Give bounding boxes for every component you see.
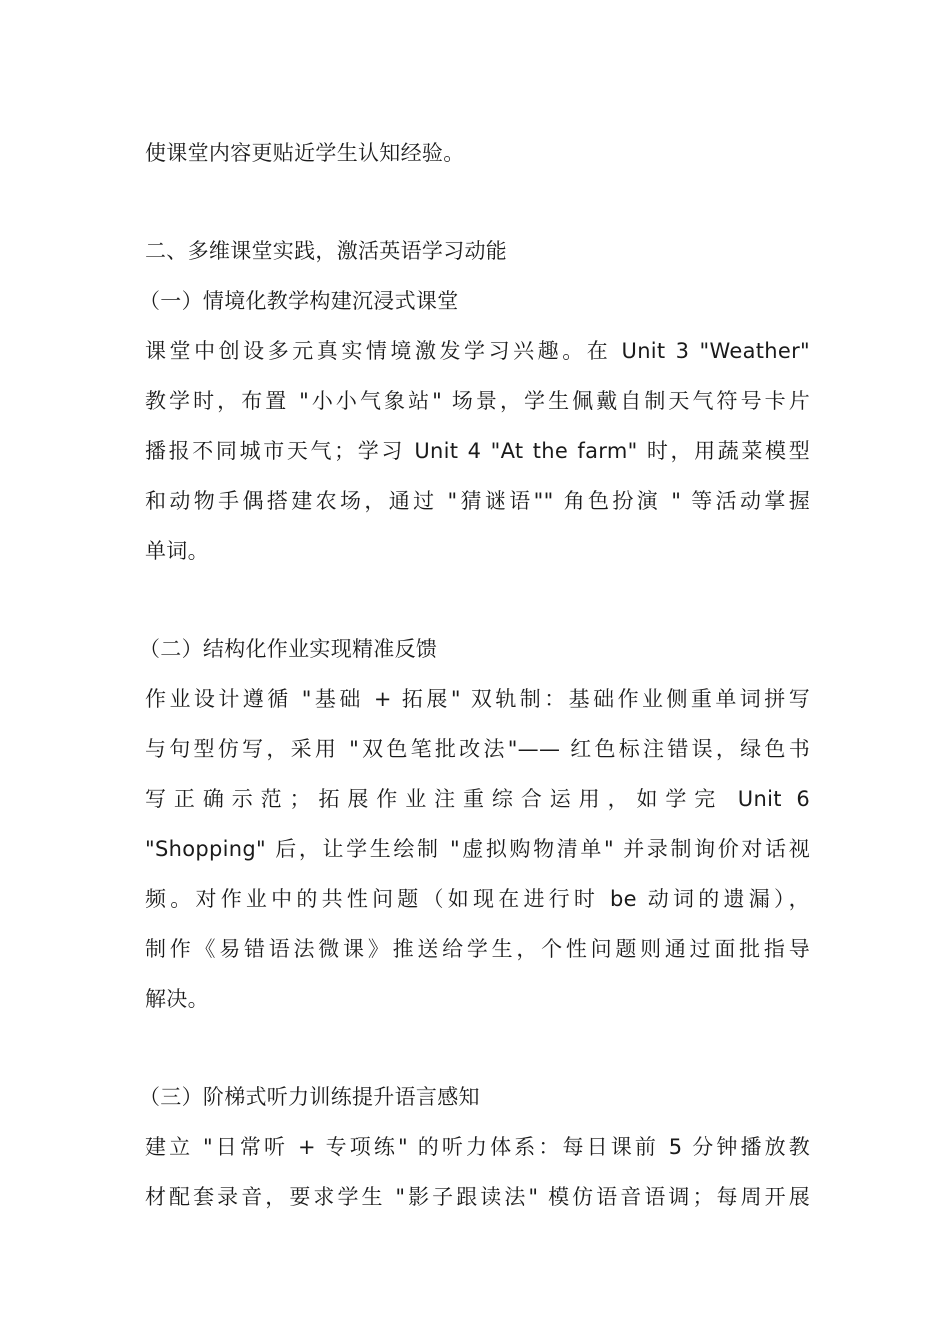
paragraph-spacer xyxy=(145,1024,810,1072)
subsection-heading-1: （一）情境化教学构建沉浸式课堂 xyxy=(139,289,459,313)
paragraph-line: 材配套录音，要求学生 "影子跟读法" 模仿语音语调；每周开展 xyxy=(145,1185,810,1209)
paragraph-line: 作业设计遵循 "基础 + 拓展" 双轨制：基础作业侧重单词拼写 xyxy=(145,687,810,711)
subsection-heading-2: （二）结构化作业实现精准反馈 xyxy=(139,637,438,661)
intro-paragraph-tail: 使课堂内容更贴近学生认知经验。 xyxy=(145,141,465,165)
paragraph-line: 教学时，布置 "小小气象站" 场景，学生佩戴自制天气符号卡片 xyxy=(145,389,810,413)
paragraph-line: 和动物手偶搭建农场，通过 "猜谜语"" 角色扮演 " 等活动掌握 xyxy=(145,489,810,513)
paragraph-spacer xyxy=(145,576,810,624)
paragraph-line-last: 解决。 xyxy=(145,987,209,1011)
paragraph-line: 写正确示范；拓展作业注重综合运用，如学完 Unit 6 xyxy=(145,787,810,811)
paragraph-line: 播报不同城市天气；学习 Unit 4 "At the farm" 时，用蔬菜模型 xyxy=(145,439,810,463)
paragraph-line-last: 单词。 xyxy=(145,539,209,563)
paragraph-line: 建立 "日常听 + 专项练" 的听力体系：每日课前 5 分钟播放教 xyxy=(145,1135,810,1159)
section-heading: 二、多维课堂实践，激活英语学习动能 xyxy=(145,239,508,263)
paragraph-line: "Shopping" 后，让学生绘制 "虚拟购物清单" 并录制询价对话视 xyxy=(145,837,810,861)
document-body xyxy=(139,128,810,1222)
subsection-heading-3: （三）阶梯式听力训练提升语言感知 xyxy=(139,1085,480,1109)
paragraph-line: 课堂中创设多元真实情境激发学习兴趣。在 Unit 3 "Weather" xyxy=(145,339,810,363)
paragraph-spacer xyxy=(145,178,810,226)
paragraph-line: 与句型仿写，采用 "双色笔批改法"—— 红色标注错误，绿色书 xyxy=(145,737,810,761)
paragraph-line: 频。对作业中的共性问题（如现在进行时 be 动词的遗漏）， xyxy=(145,887,810,911)
paragraph-line: 制作《易错语法微课》推送给学生，个性问题则通过面批指导 xyxy=(145,937,810,961)
